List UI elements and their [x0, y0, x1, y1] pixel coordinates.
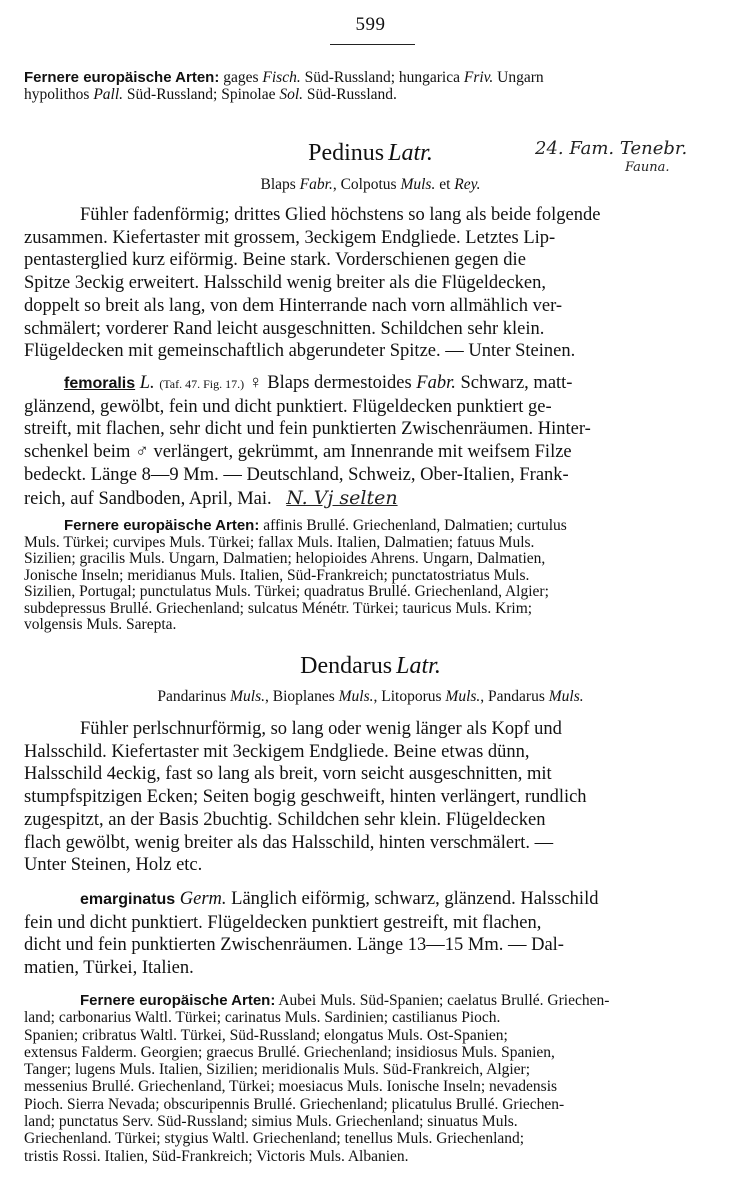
description-line: Halsschild. Kiefertaster mit 3eckigem Endgliede. Beine etwas dünn, — [24, 741, 530, 762]
description-line: Flügeldecken mit gemeinschaftlich abgerundeter Spitze. — Unter Steinen. — [24, 341, 576, 362]
further-species-line: volgensis Muls. Sarepta. — [24, 616, 177, 633]
further-species-line: tristis Rossi. Italien, Süd-Frankreich; Victoris Muls. Albanien. — [24, 1147, 409, 1165]
page-number: 599 — [355, 14, 386, 35]
species-femoralis — [24, 372, 723, 510]
further-species-line: Fernere europäische Arten: Aubei Muls. Süd-Spanien; caelatus Brullé. Griechen- — [80, 992, 610, 1009]
further-species-line: subdepressus Brullé. Griechenland; sulcatus Ménétr. Türkei; tauricus Muls. Krim; — [24, 599, 533, 617]
species-name: femoralis — [64, 375, 136, 392]
further-species-line: Fernere europäische Arten: affinis Brullé. Griechenland, Dalmatien; curtulus — [64, 517, 567, 534]
further-species-line: extensus Falderm. Georgien; graecus Brullé. Griechenland; insidiosus Muls. Spanien, — [24, 1043, 555, 1061]
handwritten-note-family: 24. Fam. Tenebr. — [535, 138, 688, 159]
species-name: emarginatus — [80, 891, 176, 908]
header-rule — [330, 44, 415, 45]
further-species-block-1 — [24, 70, 723, 103]
further-species-line: Spanien; cribratus Waltl. Türkei, Süd-Russland; elongatus Muls. Ost-Spanien; — [24, 1026, 508, 1044]
further-species-line: land; punctatus Serv. Süd-Russland; simius Muls. Griechenland; sinuatus Muls. — [24, 1113, 518, 1131]
description-line: schmälert; vorderer Rand leicht ausgeschnitten. Schildchen sehr klein. — [24, 318, 545, 339]
further-species-line: Sizilien; gracilis Muls. Ungarn, Dalmatien; helopioides Ahrens. Ungarn, Dalmatien, — [24, 550, 546, 567]
description-line: matien, Türkei, Italien. — [24, 958, 194, 979]
further-species-block-2 — [24, 518, 723, 634]
description-line: zugespitzt, an der Basis 2buchtig. Schildchen sehr klein. Flügeldecken — [24, 809, 546, 830]
section-heading: Fernere europäische Arten: — [64, 517, 260, 534]
further-species-line-1: Fernere europäische Arten: gages Fisch. Süd-Russland; hungarica Friv. Ungarn — [24, 69, 544, 86]
species-author: L. — [139, 373, 155, 393]
genus-title: Pedinus — [308, 140, 385, 166]
handwritten-note-fauna: Fauna. — [625, 160, 670, 175]
description-line: Halsschild 4eckig, fast so lang als breit, vorn seicht ausgeschnitten, mit — [24, 764, 552, 785]
genus-title: Dendarus — [300, 653, 393, 679]
description-line: zusammen. Kiefertaster mit grossem, 3eckigem Endgliede. Letztes Lip- — [24, 227, 556, 248]
species-first-line: femoralis L. (Taf. 47. Fig. 17.) ♀ Blaps dermestoides Fabr. Schwarz, matt- — [64, 373, 573, 393]
section-heading: Fernere europäische Arten: — [80, 992, 276, 1009]
species-author: Germ. — [179, 889, 227, 909]
female-symbol: ♀ — [248, 373, 263, 393]
description-line: streift, mit flachen, sehr dicht und fein punktierten Zwischenräumen. Hinter- — [24, 419, 591, 440]
description-line: Fühler fadenförmig; drittes Glied höchstens so lang als beide folgende — [80, 205, 601, 225]
description-line: dicht und fein punktierten Zwischenräumen. Länge 13—15 Mm. — Dal- — [24, 935, 564, 956]
description-line: bedeckt. Länge 8—9 Mm. — Deutschland, Schweiz, Ober-Italien, Frank- — [24, 464, 569, 485]
further-species-line: Jonische Inseln; meridianus Muls. Italien, Süd-Frankreich; punctatostriatus Muls. — [24, 566, 530, 584]
description-line: doppelt so breit als lang, von dem Hinterrande nach vorn allmählich ver- — [24, 295, 563, 316]
further-species-line: Muls. Türkei; curvipes Muls. Türkei; fallax Muls. Italien, Dalmatien; fatuus Muls. — [24, 533, 535, 551]
description-line: stumpfspitzigen Ecken; Seiten bogig geschweift, hinten verlängert, rundlich — [24, 787, 587, 808]
section-heading: Fernere europäische Arten: — [24, 69, 220, 86]
description-line: pentasterglied kurz eiförmig. Beine stark. Vorderschienen gegen die — [24, 250, 526, 271]
description-line: reich, auf Sandboden, April, Mai. N. Vj selten — [24, 486, 398, 509]
genus-author: Latr. — [388, 140, 433, 166]
further-species-line: land; carbonarius Waltl. Türkei; carinatus Muls. Sardinien; castilianus Pioch. — [24, 1009, 501, 1027]
further-species-line: Pioch. Sierra Nevada; obscuripennis Brullé. Griechenland; plicatulus Brullé. Griechen- — [24, 1095, 565, 1113]
handwritten-note-rarity: N. Vj selten — [286, 486, 398, 509]
description-line: flach gewölbt, wenig breiter als das Halsschild, hinten verschmälert. — — [24, 832, 554, 853]
genus-description-dendarus — [24, 718, 723, 877]
further-species-block-3 — [24, 992, 723, 1165]
species-emarginatus — [24, 888, 723, 980]
plate-reference: (Taf. 47. Fig. 17.) — [159, 377, 245, 391]
description-line: schenkel beim ♂ verlängert, gekrümmt, am Innenrande mit weifsem Filze — [24, 442, 572, 463]
further-species-line: Tanger; lugens Muls. Italien, Sizilien; meridionalis Muls. Süd-Frankreich, Algier; — [24, 1061, 531, 1079]
description-line: Unter Steinen, Holz etc. — [24, 855, 203, 876]
genus-synonyms-dendarus: Pandarinus Muls., Bioplanes Muls., Litoporus Muls., Pandarus Muls. — [157, 688, 584, 705]
further-species-line: Griechenland. Türkei; stygius Waltl. Griechenland; tenellus Muls. Griechenland; — [24, 1130, 525, 1148]
description-line: fein und dicht punktiert. Flügeldecken punktiert gestreift, mit flachen, — [24, 912, 542, 933]
species-first-line: emarginatus Germ. Länglich eiförmig, schwarz, glänzend. Halsschild — [80, 889, 599, 909]
description-line: Fühler perlschnurförmig, so lang oder wenig länger als Kopf und — [80, 719, 562, 739]
description-line: Spitze 3eckig erweitert. Halsschild wenig breiter als die Flügeldecken, — [24, 273, 546, 294]
further-species-line: messenius Brullé. Griechenland, Türkei; moesiacus Muls. Ionische Inseln; nevadensis — [24, 1078, 558, 1096]
description-line: glänzend, gewölbt, fein und dicht punktiert. Flügeldecken punktiert ge- — [24, 396, 552, 417]
genus-author: Latr. — [396, 653, 441, 679]
genus-description-pedinus — [24, 204, 723, 363]
further-species-line: Sizilien, Portugal; punctulatus Muls. Türkei; quadratus Brullé. Griechenland, Algier; — [24, 583, 549, 600]
genus-synonyms-pedinus: Blaps Fabr., Colpotus Muls. et Rey. — [260, 176, 481, 193]
genus-heading-dendarus — [0, 653, 741, 680]
further-species-line-2: hypolithos Pall. Süd-Russland; Spinolae Sol. Süd-Russland. — [24, 85, 397, 103]
